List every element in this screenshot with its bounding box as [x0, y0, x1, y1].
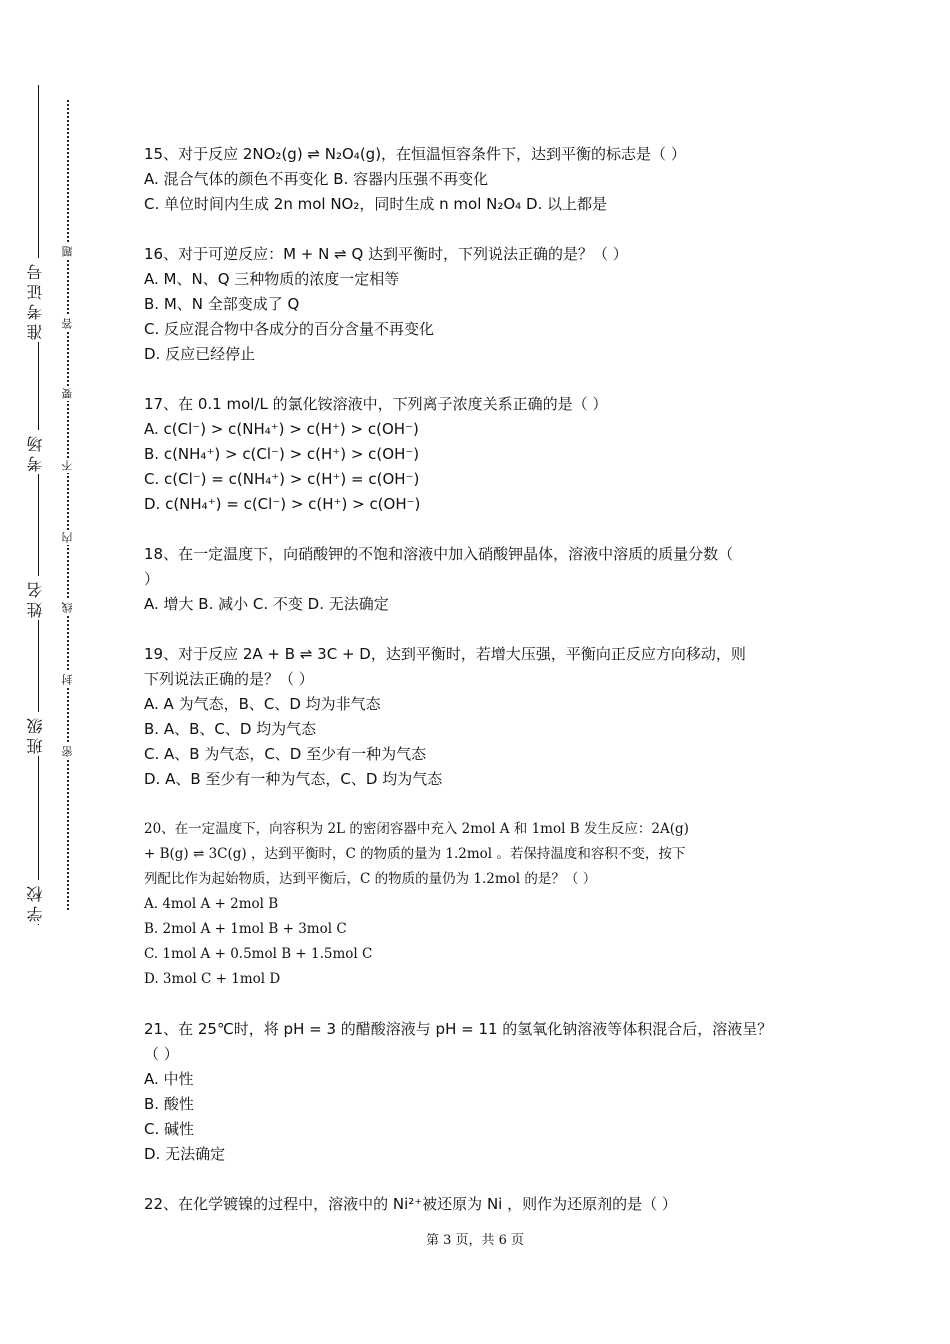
question-stem: 20、在一定温度下，向容积为 2L 的密闭容器中充入 2mol A 和 1mol B 发生反应：2A(g) [144, 821, 689, 837]
note-da: 答 [61, 318, 74, 329]
question-line: D. 无法确定 [144, 1145, 226, 1163]
question-stem: 18、在一定温度下，向硝酸钾的不饱和溶液中加入硝酸钾晶体，溶液中溶质的质量分数（ [144, 545, 734, 563]
question-line: A. 增大 B. 减小 C. 不变 D. 无法确定 [144, 595, 389, 613]
note-yao: 要 [61, 388, 74, 399]
question-16 [144, 242, 814, 367]
label-class: 班级 [26, 714, 45, 754]
question-line: A. A 为气态，B、C、D 均为非气态 [144, 695, 381, 713]
question-line: D. 反应已经停止 [144, 345, 256, 363]
page-footer: 第 3 页，共 6 页 [425, 1233, 525, 1248]
question-line: C. 碱性 [144, 1120, 195, 1138]
question-22 [144, 1192, 814, 1217]
label-exam-room: 考场 [26, 432, 45, 472]
question-stem: 16、对于可逆反应：M + N ⇌ Q 达到平衡时，下列说法正确的是？（ ） [144, 245, 628, 263]
question-stem: 17、在 0.1 mol/L 的氯化铵溶液中，下列离子浓度关系正确的是（ ） [144, 395, 608, 413]
question-line: 列配比作为起始物质，达到平衡后，C 的物质的量仍为 1.2mol 的是？（ ） [144, 871, 597, 887]
question-line: C. 单位时间内生成 2n mol NO₂，同时生成 n mol N₂O₄ D. 以上都是 [144, 195, 608, 213]
note-feng: 封 [61, 674, 74, 685]
label-exam-number: 准考证号 [26, 260, 45, 340]
question-line: ） [144, 570, 160, 588]
question-line: 下列说法正确的是？（ ） [144, 670, 314, 688]
question-line: D. 3mol C + 1mol D [144, 971, 281, 987]
note-bu: 不 [61, 460, 74, 471]
question-line: B. 酸性 [144, 1095, 194, 1113]
question-stem: 21、在 25℃时，将 pH = 3 的醋酸溶液与 pH = 11 的氢氧化钠溶液等体积混合后，溶液呈？ [144, 1020, 773, 1038]
question-line: C. 1mol A + 0.5mol B + 1.5mol C [144, 946, 373, 962]
question-stem: 19、对于反应 2A + B ⇌ 3C + D，达到平衡时，若增大压强，平衡向正反应方向移动，则 [144, 645, 746, 663]
question-line: A. 混合气体的颜色不再变化 B. 容器内压强不再变化 [144, 170, 489, 188]
question-line: B. M、N 全部变成了 Q [144, 295, 300, 313]
question-line: B. 2mol A + 1mol B + 3mol C [144, 921, 347, 937]
question-line: B. c(NH₄⁺) > c(Cl⁻) > c(H⁺) > c(OH⁻) [144, 445, 420, 463]
question-line: C. 反应混合物中各成分的百分含量不再变化 [144, 320, 435, 338]
question-line: D. A、B 至少有一种为气态，C、D 均为气态 [144, 770, 443, 788]
question-20 [144, 817, 814, 992]
question-line: （ ） [144, 1045, 179, 1063]
question-21 [144, 1017, 814, 1167]
question-line: A. 中性 [144, 1070, 194, 1088]
label-school: 学校 [26, 882, 45, 922]
question-line: C. A、B 为气态，C、D 至少有一种为气态 [144, 745, 427, 763]
note-nei: 内 [61, 532, 74, 543]
binding-dotted-line [67, 100, 69, 910]
note-mi: 密 [61, 746, 74, 757]
question-line: B. A、B、C、D 均为气态 [144, 720, 317, 738]
question-line: A. c(Cl⁻) > c(NH₄⁺) > c(H⁺) > c(OH⁻) [144, 420, 419, 438]
question-15 [144, 142, 814, 217]
question-19 [144, 642, 814, 792]
note-xian: 线 [61, 602, 74, 613]
binding-solid-line [38, 85, 39, 925]
note-ti: 题 [61, 246, 74, 257]
question-line: D. c(NH₄⁺) = c(Cl⁻) > c(H⁺) > c(OH⁻) [144, 495, 421, 513]
label-name: 姓名 [26, 578, 45, 618]
question-line: A. M、N、Q 三种物质的浓度一定相等 [144, 270, 400, 288]
question-line: + B(g) ⇌ 3C(g) ，达到平衡时，C 的物质的量为 1.2mol 。若保持温度和容积不变，按下 [144, 846, 686, 862]
question-18 [144, 542, 814, 617]
binding-strip [0, 0, 100, 1344]
question-stem: 15、对于反应 2NO₂(g) ⇌ N₂O₄(g)，在恒温恒容条件下，达到平衡的标志是（ ） [144, 145, 686, 163]
question-17 [144, 392, 814, 517]
question-stem: 22、在化学镀镍的过程中，溶液中的 Ni²⁺被还原为 Ni ，则作为还原剂的是（ ） [144, 1195, 677, 1213]
question-line: A. 4mol A + 2mol B [144, 896, 279, 912]
question-line: C. c(Cl⁻) = c(NH₄⁺) > c(H⁺) = c(OH⁻) [144, 470, 420, 488]
question-list [144, 142, 814, 1242]
